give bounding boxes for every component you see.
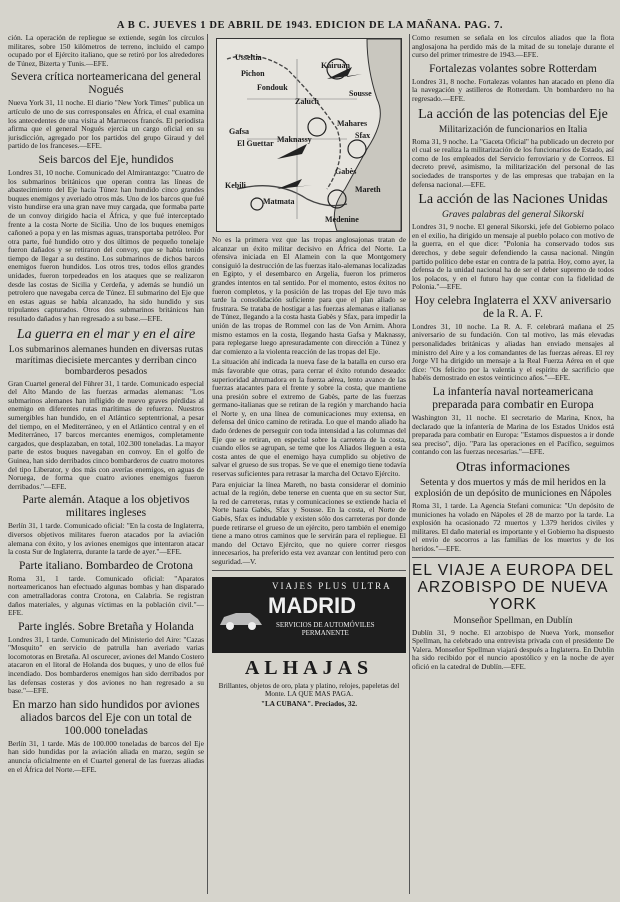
map-label: Sfax bbox=[355, 131, 371, 140]
ad-brand: VIAJES PLUS ULTRA bbox=[272, 580, 392, 591]
ad-subtitle bbox=[276, 621, 374, 637]
map-label: El Guettar bbox=[237, 139, 274, 148]
ad-alhajas-address: "LA CUBANA". Preciados, 32. bbox=[260, 700, 358, 709]
map-label: Gafsa bbox=[229, 127, 249, 136]
map-label: Kairuán bbox=[321, 61, 350, 70]
headline-potencias-eje: La acción de las potencias del Eje bbox=[418, 106, 608, 122]
ad-alhajas-title: ALHAJAS bbox=[244, 656, 374, 679]
headline-guerra: La guerra en el mar y en el aire bbox=[16, 326, 196, 342]
page-header: A B C. JUEVES 1 DE ABRIL DE 1943. EDICION DE LA MAÑANA. PAG. 7. bbox=[116, 20, 504, 31]
ad-title: MADRID bbox=[268, 592, 356, 618]
article-text: ción. La operación de repliegue se extiende, según los círculos militares, sobre 150 kilómetros de terreno, incluido el campo ocupado por el Ejército italiano, que se retiró por los alrededores de Túnez, Bizerta y Tunis.—EFE. bbox=[8, 34, 204, 68]
divider bbox=[212, 570, 406, 571]
ad-subtitle-line: PERMANENTE bbox=[301, 628, 349, 637]
map-label: Kebili bbox=[225, 181, 246, 190]
car-icon bbox=[218, 609, 264, 631]
article-text: Roma 31, 9 noche. La "Gaceta Oficial" ha publicado un decreto por el cual se realiza la militarización de los funcionarios de Estado, así como de los empleados del Servicio ferroviario y de Correos. El decreto prevé, asimismo, la militarización del personal de las sociedades de transportes y de las empresas que trabajan en la defensa nacional.—EFE. bbox=[412, 136, 614, 189]
headline-parte-italiano: Parte italiano. Bombardeo de Crotona bbox=[18, 559, 194, 572]
article-text: Dublín 31, 9 noche. El arzobispo de Nueva York, monseñor Spellman, ha celebrado una entrevista privada con el presidente De Valera. Monseñor Spellman viajará después a Inglaterra. En Dublín ha sido recibido por el nuncio apostólico y en la noche de ayer ofició en la catedral de Dublín.—EFE. bbox=[412, 627, 614, 671]
article-text: Londres 31, 9 noche. El general Sikorski, jefe del Gobierno polaco en el exilio, ha dirigido un mensaje al pueblo polaco con motivo de la guerra, en el que dice: "Polonia ha conservado todos sus derechos, y debe seguir defendiendo la causa nacional. Ningún partido político debe estar en contra de la patria. Hoy, como ayer, la defensa de la unidad nacional ha de ser el deber supremo de todos los polacos, y en el futuro hay que contar con la fidelidad de Polonia."—EFE. bbox=[412, 222, 614, 292]
subheadline-napoles: Setenta y dos muertos y más de mil heridos en la explosión de un depósito de municiones en Nápoles bbox=[414, 478, 612, 499]
subheadline-sikorski: Graves palabras del general Sikorski bbox=[442, 210, 584, 221]
headline-parte-ingles: Parte inglés. Sobre Bretaña y Holanda bbox=[18, 620, 194, 633]
map-label: Maknassy bbox=[277, 135, 312, 144]
article-text: Roma 31, 1 tarde. La Agencia Stefani comunica: "Un depósito de municiones ha volado en Nápoles el 28 de marzo por la tarde. La explosión ha ocasionado 72 muertos y 1.379 heridos civiles y militares. El daño material es importante y el Gobierno ha dispuesto el envío de socorros a las familias de los muertos y de los heridos."—EFE. bbox=[412, 501, 614, 553]
article-text: Nueva York 31, 11 noche. El diario "New York Times" publica un artículo de uno de sus corresponsales en África, el cual examina los antecedentes de una visita al Marruecos francés. El periodista afirma que el general Nogués ejercía un cargo oficial en su jurisdicción, agregado por los partidos del grupo Giraud y del partido de los franceses.—EFE. bbox=[8, 98, 204, 151]
subheadline-italia: Militarización de funcionarios en Italia bbox=[438, 124, 588, 135]
ad-subtitle-line: SERVICIOS DE AUTOMÓVILES bbox=[276, 620, 375, 629]
subheadline-submarinos: Los submarinos alemanes hunden en diversas rutas marítimas diecisiete mercantes y derriban cinco bombarderos pesados bbox=[8, 344, 204, 377]
map-label: Gabès bbox=[335, 167, 357, 176]
map-label: Zaluch bbox=[295, 97, 320, 106]
headline-arzobispo: EL VIAJE A EUROPA DEL ARZOBISPO DE NUEVA YORK bbox=[412, 561, 614, 613]
advertisement-viajes-madrid bbox=[212, 577, 406, 653]
headline-nogues: Severa crítica norteamericana del general Nogués bbox=[10, 71, 202, 97]
column-center bbox=[212, 34, 406, 896]
article-text: Londres 31, 1 tarde. Comunicado del Ministerio del Aire: "Cazas "Mosquito" en servicio de patrulla han averiado varias locomotoras en Bretaña. Al oscurecer, aviones del Mando Costero atacaron en el litoral de Holanda dos buques, y uno de ellos fué incendiado. Dos bombarderos enemigos han sido derribados por las defensas costeras y dos aviones no han regresado a su base."—EFE. bbox=[8, 634, 204, 696]
column-right bbox=[412, 34, 614, 896]
article-text: Para enjuiciar la línea Mareth, no basta considerar el dominio actual de la región, debe tenerse en cuenta que en su sector Sur, la red de carreteras, rutas y comunicaciones se extiende hacia el Norte hasta Gabès, Sfax y Sousse. En la costa, el Norte de Gabès, Sfax es indudable y existen sólo dos carreteras por donde puede retirarse el grueso de un ejército, pero también el enemigo tiene a mano otros caminos que le servirán para el repliegue. El mando del Octavo Ejército, que no quiere correr riesgos innecesarios, ha preferido esta vez avanzar con lentitud pero con seguridad.—V. bbox=[212, 479, 406, 566]
column-rule bbox=[409, 34, 410, 894]
advertisement-alhajas bbox=[212, 657, 406, 709]
article-text: Londres 31, 10 noche. Comunicado del Almirantazgo: "Cuatro de los submarinos británicos que operan contra las líneas de abastecimiento del Eje hacia Túnez han hundido cinco grandes buques enemigos y averiado otros más. Uno de los barcos que fué visto hundirse era una gran nave muy cargada, que formaba parte de un convoy dirigido hacia el África, y que fué interceptado frente a la costa Norte de Sicilia. Uno de los buques enemigos cañoneó a popa y en las mismas aguas, transportaba petróleo. Por otra parte, fué hundido otro y dos últimos de pequeño tonelaje fueron dañados y se retiraron del convoy, que se había tenido tiempo de llegar a su destino. Los submarinos de dichos barcos enemigos fueron hundidos. Los otros tres, todos ellos grandes unidades, fueron torpedeados en los ataques que se realizaron desde las costas de Sicilia y Cerdeña, y además se hundió un petrolero que navegaba cerca de Túnez. El submarino del Eje que en estas aguas se había alcanzado, ha sido hundido y sus tripulantes capturados. Otros dos submarinos británicos han resultado dañados y han regresado a su base.—EFE. bbox=[8, 167, 204, 324]
headline-parte-aleman: Parte alemán. Ataque a los objetivos militares ingleses bbox=[22, 494, 190, 520]
map-label: Usseltia bbox=[235, 53, 262, 62]
headline-rotterdam: Fortalezas volantes sobre Rotterdam bbox=[429, 62, 597, 75]
article-text: Londres 31, 10 noche. La R. A. F. celebrará mañana el 25 aniversario de su fundación. Con tal motivo, las más elevadas personalidades británicas y aliadas han enviado mensajes al ministro del Aire y a los comandantes de las fuerzas aéreas. El rey Jorge VI ha dirigido un mensaje a la Real Fuerza Aérea en el que dice: "Os felicito por la valentía y el espíritu de sacrificio que habéis demostrado en estos veinticinco años."—EFE. bbox=[412, 321, 614, 383]
map-label: Fondouk bbox=[257, 83, 288, 92]
article-text: Como resumen se señala en los círculos aliados que la flota anglosajona ha perdido más de la mitad de su tonelaje durante el curso del primer trimestre de 1943.—EFE. bbox=[412, 34, 614, 60]
article-text: No es la primera vez que las tropas anglosajonas tratan de alcanzar un éxito militar decisivo en África del Norte. La ofensiva iniciada en El Alamein con la que Montgomery consiguió la destrucción de las fuerzas italo-alemanas localizadas en Egipto, y el desembarco en Argelia, fueron los primeros grandes intentos en tal sentido. Por el momento, estos éxitos no fueron completos, y la posición de las tropas del Eje tuvo más tarde la consolidación suficiente para que el plan aliado se frustrara. Se trataba de hostigar a las fuerzas alemanas e italianas de Túnez, llegando a la costa hasta Gabès y Sfax, para impedir la unión de las tropas de Rommel con las de Von Arnim. Ahora mismo estamos en la costa, llegando hasta Gafsa y Maknassy, para replegarse luego apresuradamente con dirección a Túnez y dar comienzo a la violenta reacción de las tropas del Eje. bbox=[212, 235, 406, 356]
headline-naciones-unidas: La acción de las Naciones Unidas bbox=[418, 192, 608, 208]
ad-alhajas-text: Brillantes, objetos de oro, plata y platino, relojes, papeletas del Monte. LA QUE MAS PAGA. bbox=[218, 681, 400, 698]
tunisia-map bbox=[216, 38, 402, 232]
map-label: Mahares bbox=[337, 119, 368, 128]
column-rule bbox=[207, 34, 208, 894]
map-label: Matmata bbox=[263, 197, 295, 206]
article-text: Berlín 31, 1 tarde. Comunicado oficial: "En la costa de Inglaterra, diversos objetivos militares fueron atacados por la aviación alemana con éxito, y los aviones enemigos que intentaron atacar la costa Sur de Inglaterra, durante la tarde de ayer."—EFE. bbox=[8, 521, 204, 557]
divider bbox=[412, 557, 614, 558]
headline-marzo: En marzo han sido hundidos por aviones aliados barcos del Eje con un total de 100.000 toneladas bbox=[12, 698, 200, 737]
column-left bbox=[8, 34, 204, 896]
map-label: Mareth bbox=[355, 185, 381, 194]
subheadline-spellman: Monseñor Spellman, en Dublín bbox=[453, 615, 573, 626]
headline-barcos: Seis barcos del Eje, hundidos bbox=[38, 153, 174, 166]
article-text: La situación ahí indicada la nueva fase de la batalla en curso era más favorable que otras, para cerrar el éxito rotundo deseado: superioridad abrumadora en la fuerza aérea, lento avance de las fuerzas atacantes para el frente y sobre la costa, que mantiene una presión sobre el extremo de Gabès, parte de las fuerzas germano-italianas que se retiran de la región y marchando hacia el Norte y, en una línea de comunicaciones muy extensa, en defensa del único camino de retirada. Lo que el mando aliado ha dado órdenes de perseguir con toda intensidad a las columnas del Eje que se retiran, en especial sobre la carretera de la costa, cuando ellos se agrupan, se teme que los Aliados lleguen a esta costa antes de que el enemigo haya cumplido su objetivo de salvar el grueso de sus tropas. Se ve que el enemigo tiene todavía reservas suficientes para retrasar la marcha del Octavo Ejército. bbox=[212, 357, 406, 479]
map-label: Sousse bbox=[349, 89, 372, 98]
headline-infanteria-naval: La infantería naval norteamericana preparada para combatir en Europa bbox=[432, 386, 594, 412]
article-text: Londres 31, 8 noche. Fortalezas volantes han atacado en pleno día la navegación y astilleros de Rotterdam. Un bombardero no ha regresado.—EFE. bbox=[412, 76, 614, 103]
map-label: Pichon bbox=[241, 69, 265, 78]
article-text: Washington 31, 11 noche. El secretario de Marina, Knox, ha declarado que la infantería de Marina de los Estados Unidos está preparada para combatir en Europa: "Estamos dispuestos a ir donde sea preciso", dijo. "Para las operaciones en el Pacífico, seguimos contando con las fuerzas necesarias."—EFE. bbox=[412, 413, 614, 457]
article-text: Berlín 31, 1 tarde. Más de 100.000 toneladas de barcos del Eje han sido hundidas por la aviación aliada en marzo, según se anuncia oficialmente en el Cuartel general de las fuerzas aliadas en el África del Norte.—EFE. bbox=[8, 738, 204, 774]
headline-raf: Hoy celebra Inglaterra el XXV aniversario de la R. A. F. bbox=[414, 294, 612, 320]
article-text: Roma 31, 1 tarde. Comunicado oficial: "Aparatos norteamericanos han efectuado algunas bombas y han disparado con ametralladoras contra Crotona, en Calabria. Se registran daños materiales, y algunas víctimas en la población civil."—EFE. bbox=[8, 573, 204, 618]
article-text: Gran Cuartel general del Führer 31, 1 tarde. Comunicado especial del Alto Mando de las fuerzas armadas alemanas: "Los submarinos alemanes han infligido de nuevo graves pérdidas al enemigo en diferentes rutas marítimas de refuerzo. Nuestros sumergibles han hundido, en el Atlántico septentrional, a pesar del tiempo, en el Mediterráneo, y en el Atlántico central y en el Mediterráneo, 17 barcos mercantes enemigos, completamente cargados, que desplazaban, en total, 102.300 toneladas. La mayor parte de estos buques navegaban en convoy. En el golfo de Guinea, han sido derribados cinco bombarderos de cuatro motores del tipo Liberator, y dos más con averías enemigos, en aguas de Noruega, de forma que cuatro aviones enemigos fueron derribados."—EFE. bbox=[8, 378, 204, 491]
map-label: Medenine bbox=[325, 215, 359, 224]
headline-otras-informaciones: Otras informaciones bbox=[456, 460, 570, 475]
